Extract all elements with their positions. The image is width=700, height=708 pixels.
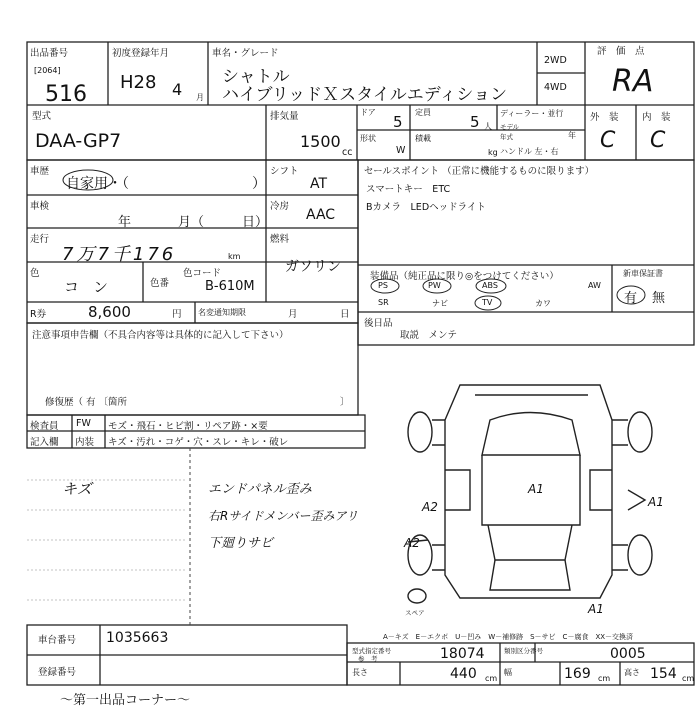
ext-label: 外 装: [590, 112, 619, 123]
history-label: 車歴: [30, 166, 50, 177]
spare-label: スペア: [405, 609, 425, 617]
repair-history: 修復歴（ 有 〔箇所: [45, 397, 128, 408]
fuel-value: ガソリン: [285, 259, 341, 275]
new-warranty-label: 新車保証書: [623, 269, 663, 278]
load-label: 積載: [415, 134, 431, 143]
car-name: シャトル: [222, 67, 290, 87]
equip-abs: ABS: [482, 281, 498, 290]
year-unit: 年: [568, 131, 576, 140]
fw-items: モズ・飛石・ヒビ割・リペア跡・×要: [108, 421, 268, 432]
shape-value: W: [396, 145, 406, 156]
sales-point-2: Bカメラ LEDヘッドライト: [366, 202, 486, 213]
length-value: 440: [450, 666, 477, 682]
note-line2: 右Rサイドメンバー歪みアリ: [208, 509, 359, 523]
model-value: DAA-GP7: [35, 130, 122, 152]
capacity-value: 5: [470, 113, 480, 131]
class-label: 類別区分番号: [504, 647, 543, 655]
displacement-label: 排気量: [270, 111, 299, 122]
class-value: 0005: [610, 646, 646, 662]
mileage-value: 7万7千176: [62, 244, 177, 265]
rear-items-label: 後日品: [364, 318, 393, 329]
doors-label: ドア: [360, 108, 376, 117]
ext-grade: C: [600, 128, 616, 153]
lot-label: 出品番号: [30, 48, 69, 59]
capacity-label: 定員: [415, 108, 431, 117]
ac-value: AAC: [306, 207, 336, 223]
equip-tv: TV: [482, 298, 493, 307]
warranty-no: 無: [652, 291, 666, 306]
recycle-unit: 円: [172, 309, 182, 320]
dealer-label: ディーラー・並行: [500, 109, 564, 118]
entry-label: 記入欄: [30, 437, 59, 448]
length-unit: cm: [485, 674, 498, 683]
mileage-unit: km: [228, 252, 241, 261]
sales-point-1: スマートキー ETC: [366, 184, 451, 195]
height-value: 154: [650, 666, 677, 682]
height-unit: cm: [682, 674, 695, 683]
doors-value: 5: [393, 113, 403, 131]
equip-navi: ナビ: [432, 299, 448, 308]
model-label: 型式: [32, 111, 52, 122]
first-reg-label: 初度登録年月: [112, 48, 170, 59]
int-items: キズ・汚れ・コゲ・穴・スレ・キレ・破レ: [108, 437, 289, 448]
recycle-label: R券: [30, 309, 47, 320]
color-code: B-610M: [205, 279, 255, 294]
rear-items-value: 取説 メンテ: [400, 330, 458, 341]
name-change-day: 日: [340, 309, 350, 320]
model-ref-label: 参 考: [358, 655, 378, 663]
fw-label: FW: [76, 418, 91, 429]
legend: A－キズ E－エクボ U－凹み W－補修跡 S－サビ C－腐食 XX－交換済: [383, 633, 634, 641]
drive-4wd: 4WD: [544, 82, 567, 93]
repair-close: 〕: [340, 397, 350, 408]
name-change-month: 月: [288, 309, 298, 320]
shift-label: シフト: [270, 166, 299, 177]
model-designation: 18074: [440, 646, 485, 662]
grade-label: 評 価 点: [597, 46, 645, 57]
car-label: 車名・グレード: [212, 48, 279, 59]
footer-title: ～第一出品コーナー～: [60, 693, 191, 708]
height-label: 高さ: [624, 668, 640, 677]
lot-code: [2064]: [34, 66, 61, 75]
ac-label: 冷房: [270, 201, 290, 212]
load-unit: kg: [488, 148, 498, 157]
displacement-value: 1500: [300, 132, 341, 151]
equip-pw: PW: [428, 281, 441, 290]
width-label: 幅: [504, 668, 512, 677]
notes-label: 注意事項申告欄（不具合内容等は具体的に記入して下さい）: [32, 330, 289, 341]
first-reg-month-unit: 月: [196, 93, 204, 102]
equip-aw: AW: [588, 281, 601, 290]
chassis-label: 車台番号: [38, 635, 77, 646]
grade-score: RA: [612, 64, 654, 99]
equip-ps: PS: [378, 281, 388, 290]
width-unit: cm: [598, 674, 611, 683]
first-reg-year: H28: [120, 72, 157, 93]
damage-mark-right: A1: [648, 495, 664, 509]
name-change-label: 名変通知期限: [198, 308, 246, 317]
sales-points-label: セールスポイント （正常に機能するものに限ります）: [364, 166, 595, 177]
year-label: 年式: [500, 133, 513, 141]
color-value: コン: [64, 278, 123, 296]
damage-mark-left: A2: [422, 500, 438, 514]
color-no-label: 色番: [150, 278, 170, 289]
capacity-unit: 人: [484, 122, 492, 131]
equip-leather: カワ: [535, 299, 551, 308]
first-reg-month: 4: [172, 80, 183, 99]
color-label: 色: [30, 268, 40, 279]
damage-mark-center: A1: [528, 482, 544, 496]
recycle-value: 8,600: [88, 303, 131, 321]
inspection-month: 月（: [178, 215, 205, 230]
inspector-label: 検査員: [30, 421, 59, 432]
note-line1: エンドパネル歪み: [208, 482, 312, 497]
handle-label: ハンドル 左・右: [500, 147, 559, 156]
mileage-label: 走行: [30, 234, 50, 245]
damage-mark-left2: A2: [404, 536, 420, 550]
width-value: 169: [564, 666, 591, 682]
inspection-day: 日）: [242, 215, 269, 230]
warranty-yes: 有: [624, 291, 638, 306]
chassis-value: 1035663: [106, 630, 169, 646]
history-value: 自家用・（: [66, 176, 129, 192]
equip-sr: SR: [378, 298, 389, 307]
shape-label: 形状: [360, 134, 376, 143]
model-designation-label: 型式指定番号: [352, 647, 391, 655]
length-label: 長さ: [352, 668, 368, 677]
drive-2wd: 2WD: [544, 55, 567, 66]
model-year-label: モデル: [500, 123, 520, 131]
int-label: 内 装: [642, 112, 671, 123]
int-insp-label: 内装: [75, 437, 95, 448]
fuel-label: 燃料: [270, 234, 290, 245]
lot-number: 516: [45, 82, 87, 107]
equipment-label: 装備品（純正品に限り◎をつけてください）: [370, 271, 559, 282]
car-grade: ハイブリッドＸスタイルエディション: [222, 85, 508, 105]
color-code-label: 色コード: [183, 268, 222, 279]
reg-number-label: 登録番号: [38, 667, 77, 678]
shift-value: AT: [310, 176, 328, 192]
history-close: ）: [252, 176, 266, 192]
note-left: キズ: [62, 480, 92, 498]
note-line3: 下廻りサビ: [208, 536, 274, 551]
damage-mark-rear: A1: [588, 602, 604, 616]
inspection-year: 年: [118, 215, 132, 230]
inspection-label: 車検: [30, 201, 50, 212]
displacement-unit: cc: [342, 147, 353, 158]
int-grade: C: [650, 128, 666, 153]
